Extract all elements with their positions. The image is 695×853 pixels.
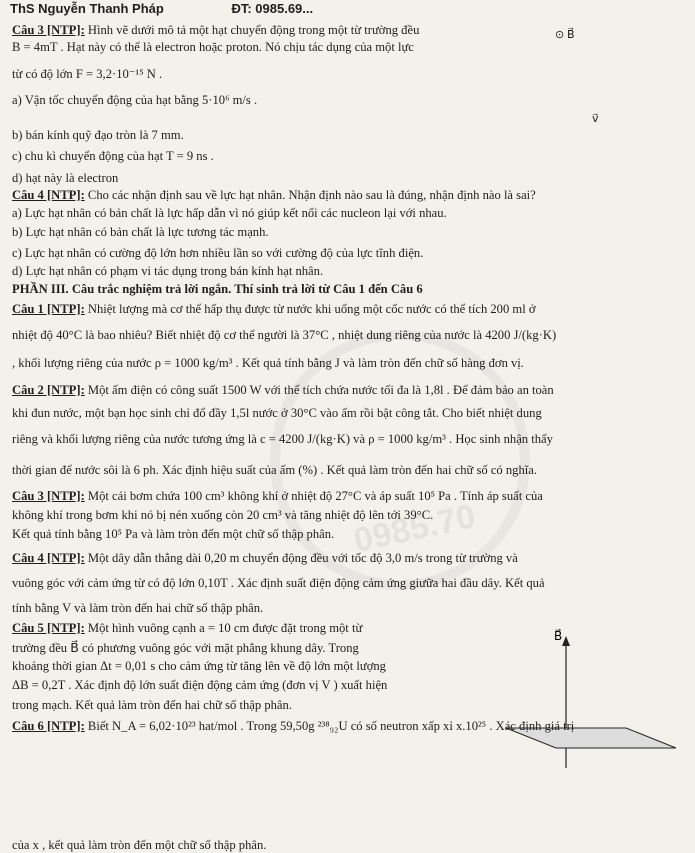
line-text: a) Vận tốc chuyển động của hạt bằng 5·10⁶ m/s .: [12, 93, 258, 107]
text-line: [12, 489, 543, 504]
text-line: [12, 463, 537, 478]
line-text: Biết N_A = 6,02·10²³ hat/mol . Trong 59,50g ²³⁸₉₂U có số neutron xấp xỉ x.10²⁵ . Xác định giá trị: [84, 719, 575, 733]
question-label: Câu 1 [NTP]:: [12, 302, 85, 316]
line-text: , khối lượng riêng của nước ρ = 1000 kg/m³ . Kết quả tính bằng J và làm tròn đến chữ số hàng đơn vị.: [12, 356, 524, 370]
line-text: trong mạch. Kết quả làm tròn đến hai chữ số thập phân.: [12, 698, 292, 712]
author-name: ThS Nguyễn Thanh Pháp: [10, 1, 164, 16]
question-label: Câu 5 [NTP]:: [12, 621, 85, 635]
line-text: Hình vẽ dưới mô tả một hạt chuyển động trong một từ trường đều: [84, 23, 420, 37]
arrow-head: [562, 636, 570, 646]
text-line: [12, 432, 553, 447]
line-text: khi đun nước, một bạn học sinh chỉ đổ đầy 1,5l nước ở 30°C vào ấm rồi bật công tắt. Cho biết nhiệt dung: [12, 406, 542, 420]
line-text: thời gian để nước sôi là 6 ph. Xác định hiệu suất của ấm (%) . Kết quả làm tròn đến hai chữ số có nghĩa.: [12, 463, 537, 477]
text-line: [12, 406, 542, 421]
text-line: [12, 659, 386, 674]
circle-dot-icon: ⊙: [555, 29, 565, 41]
line-text: ΔB = 0,2T . Xác định độ lớn suất điện động cảm ứng (đơn vị V ) xuất hiện: [12, 678, 388, 692]
text-line: [12, 302, 536, 317]
question-label: Câu 6 [NTP]:: [12, 719, 85, 733]
text-line: [12, 551, 518, 566]
magnetic-field-symbol: [555, 28, 575, 41]
text-line: [12, 149, 214, 164]
line-text: b) bán kính quỹ đạo tròn là 7 mm.: [12, 128, 184, 142]
text-line: [12, 23, 419, 38]
question-label: Câu 4 [NTP]:: [12, 188, 85, 202]
line-text: của x , kết quả làm tròn đến một chữ số thập phân.: [12, 838, 267, 852]
line-text: B = 4mT . Hạt này có thể là electron hoặc proton. Nó chịu tác dụng của một lực: [12, 40, 414, 54]
line-text: Nhiệt lượng mà cơ thể hấp thụ được từ nước khi uống một cốc nước có thể tích 200 ml ở: [84, 302, 536, 316]
line-text: d) hạt này là electron: [12, 171, 119, 185]
text-line: [12, 188, 536, 203]
b-label: B⃗: [566, 29, 575, 41]
loop-in-field-figure: [496, 628, 686, 778]
text-line: [12, 171, 118, 186]
text-line: [12, 93, 257, 108]
text-line: [12, 66, 162, 82]
line-text: d) Lực hạt nhân có phạm vi tác dụng trong bán kính hạt nhân.: [12, 264, 324, 278]
text-line: [12, 225, 269, 240]
line-text: Một dây dẫn thẳng dài 0,20 m chuyển động đều với tốc độ 3,0 m/s trong từ trường và: [84, 551, 518, 565]
text-line: [12, 719, 574, 734]
text-line: [12, 508, 433, 523]
text-line: [12, 206, 447, 221]
line-text: trường đều B⃗ có phương vuông góc với mặt phẳng khung dây. Trong: [12, 641, 359, 655]
text-line: [12, 838, 266, 853]
line-text: c) chu kì chuyển động của hạt T = 9 ns .: [12, 149, 214, 163]
line-text: nhiệt độ 40°C là bao nhiêu? Biết nhiệt độ cơ thể người là 37°C , nhiệt dung riêng của nước là 4200 J/(kg·K): [12, 328, 557, 342]
line-text: Một cái bơm chứa 100 cm³ không khí ở nhiệt độ 27°C và áp suất 10⁵ Pa . Tính áp suất của: [84, 489, 543, 503]
line-text: PHẦN III. Câu trắc nghiệm trả lời ngắn. Thí sinh trả lời từ Câu 1 đến Câu 6: [12, 282, 423, 296]
line-text: Kết quả tính bằng 10⁵ Pa và làm tròn đến một chữ số thập phân.: [12, 527, 335, 541]
line-text: c) Lực hạt nhân có cường độ lớn hơn nhiều lần so với cường độ của lực tĩnh điện.: [12, 246, 424, 260]
line-text: vuông góc với cảm ứng từ có độ lớn 0,10T . Xác định suất điện động cảm ứng giưữa hai đầu dây. Kết quả: [12, 576, 545, 590]
text-line: [12, 328, 556, 343]
line-text: b) Lực hạt nhân có bản chất là lực tương tác mạnh.: [12, 225, 269, 239]
text-line: [12, 601, 263, 616]
question-label: Câu 2 [NTP]:: [12, 383, 85, 397]
line-text: Một ấm điện có công suất 1500 W với thể tích chứa nước tối đa là 1,8l . Để đảm bảo an toàn: [84, 383, 554, 397]
text-line: [12, 698, 292, 713]
question-label: Câu 3 [NTP]:: [12, 489, 85, 503]
line-text: a) Lực hạt nhân có bản chất là lực hấp dẫn vì nó giúp kết nối các nucleon lại với nhau.: [12, 206, 447, 220]
text-line: [12, 678, 387, 693]
line-text: không khí trong bơm khi nó bị nén xuống còn 20 cm³ và tăng nhiệt độ lên tới 39°C.: [12, 508, 434, 522]
velocity-label: v⃗: [592, 113, 599, 125]
question-label: Câu 4 [NTP]:: [12, 551, 85, 565]
author-phone: ĐT: 0985.69...: [231, 1, 314, 16]
line-text: Cho các nhận định sau về lực hạt nhân. Nhận định nào sau là đúng, nhận định nào là sai?: [84, 188, 536, 202]
b-label: B⃗: [554, 629, 563, 643]
text-line: [12, 621, 362, 636]
line-text: tính bằng V và làm tròn đến hai chữ số thập phân.: [12, 601, 264, 615]
text-line: [12, 282, 423, 297]
text-line: [12, 356, 524, 371]
text-line: [12, 640, 359, 656]
text-line: [12, 527, 334, 542]
text-line: [12, 40, 414, 55]
text-line: [12, 576, 545, 591]
text-line: [12, 264, 323, 279]
line-text: Một hình vuông cạnh a = 10 cm được đặt trong một từ: [84, 621, 363, 635]
text-line: [12, 246, 423, 261]
line-text: từ có độ lớn F = 3,2·10⁻¹⁵ N .: [12, 67, 163, 81]
watermark: 0985.70: [246, 306, 554, 614]
line-text: riêng và khối lượng riêng của nước tương ứng là c = 4200 J/(kg·K) và ρ = 1000 kg/m³ . Học sinh nhận thấy: [12, 432, 553, 446]
text-line: [12, 383, 554, 398]
question-label: Câu 3 [NTP]:: [12, 23, 85, 37]
text-line: [12, 128, 184, 143]
page-header: [10, 1, 377, 16]
line-text: khoảng thời gian Δt = 0,01 s cho cảm ứng từ tăng lên về độ lớn một lượng: [12, 659, 386, 673]
